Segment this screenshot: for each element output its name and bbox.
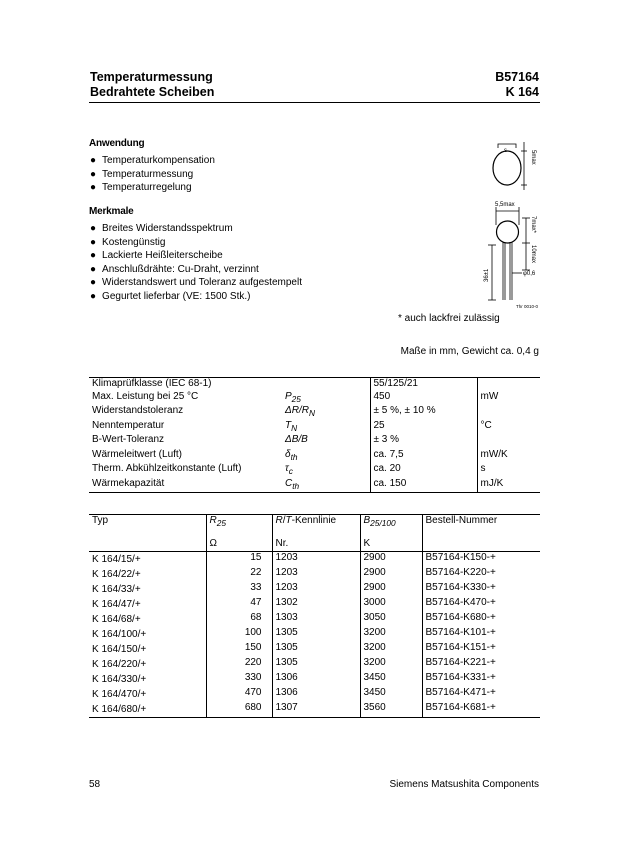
cell-rt: 1305 (272, 642, 360, 657)
spec-label: B-Wert-Toleranz (92, 434, 165, 445)
cell-typ: K 164/680/+ (92, 703, 147, 715)
disc-front-view (497, 221, 519, 243)
table-unit-row (89, 530, 540, 552)
cell-b: 3200 (360, 642, 422, 657)
dim-diameter-label: φ0,6 (523, 271, 536, 277)
dim-5max-label: 5max (530, 150, 536, 165)
spec-value: 450 (370, 391, 477, 406)
dim-7max-label: 7max* (530, 216, 536, 234)
cell-r25: 100 (206, 627, 272, 642)
table-row (89, 657, 540, 672)
table-row (89, 391, 540, 406)
part-number: B57164 (495, 70, 539, 84)
cell-typ: K 164/22/+ (92, 568, 141, 580)
cell-rt: 1306 (272, 687, 360, 702)
spec-symbol: $P_{25}$ (285, 390, 301, 404)
dimensions-note: Maße in mm, Gewicht ca. 0,4 g (400, 346, 539, 357)
cell-rt: 1302 (272, 597, 360, 612)
table-row (89, 478, 540, 493)
spec-value: 55/125/21 (370, 378, 477, 391)
spec-unit (477, 378, 540, 391)
unit-rt: Nr. (272, 530, 360, 552)
cell-typ: K 164/220/+ (92, 658, 147, 670)
lackfrei-note: * auch lackfrei zulässig (398, 313, 500, 324)
cell-rt: 1306 (272, 672, 360, 687)
cell-order: B57164-K681-+ (422, 702, 540, 718)
spec-unit (477, 434, 540, 449)
spec-value: ca. 150 (370, 478, 477, 493)
list-item: ● Gegurtet lieferbar (VE: 1500 Stk.) (89, 290, 302, 304)
cell-order: B57164-K470-+ (422, 597, 540, 612)
table-row (89, 463, 540, 478)
cell-r25: 150 (206, 642, 272, 657)
cell-b: 2900 (360, 582, 422, 597)
cell-rt: 1305 (272, 657, 360, 672)
merkmale-heading: Merkmale (89, 206, 134, 217)
table-row (89, 449, 540, 464)
cell-b: 2900 (360, 567, 422, 582)
table-row (89, 567, 540, 582)
cell-order: B57164-K101-+ (422, 627, 540, 642)
col-header-typ: Typ (92, 515, 109, 526)
cell-order: B57164-K221-+ (422, 657, 540, 672)
list-item: ● Temperaturkompensation (89, 154, 215, 168)
col-header-rt: R/T-Kennlinie (272, 515, 360, 530)
anwendung-list (89, 154, 215, 195)
cell-b: 3200 (360, 627, 422, 642)
unit-b: K (360, 530, 422, 552)
spec-value: ca. 7,5 (370, 449, 477, 464)
drawing-number: Thr 0010-0 (516, 304, 539, 309)
spec-symbol: ΔB/B (285, 434, 308, 445)
spec-value: ± 3 % (370, 434, 477, 449)
cell-order: B57164-K151-+ (422, 642, 540, 657)
spec-label: Wärmeleitwert (Luft) (92, 448, 183, 460)
cell-typ: K 164/470/+ (92, 688, 147, 700)
cell-order: B57164-K220-+ (422, 567, 540, 582)
cell-b: 2900 (360, 551, 422, 567)
page-number: 58 (89, 779, 101, 790)
table-row (89, 627, 540, 642)
company-name: Siemens Matsushita Components (389, 779, 539, 790)
dim-10max-label: 10max (530, 245, 536, 264)
spec-symbol (282, 378, 370, 391)
anwendung-heading: Anwendung (89, 138, 145, 149)
list-item: ● Kostengünstig (89, 236, 302, 250)
spec-unit: s (477, 463, 540, 478)
list-item: ● Temperaturregelung (89, 181, 215, 195)
table-row (89, 702, 540, 718)
table-row (89, 420, 540, 435)
table-row (89, 597, 540, 612)
spec-unit: mW (477, 391, 540, 406)
col-header-r25: $R_{25}$ (206, 515, 272, 530)
spec-unit: °C (477, 420, 540, 435)
cell-rt: 1203 (272, 582, 360, 597)
unit-cell-empty (422, 530, 540, 552)
cell-b: 3560 (360, 702, 422, 718)
cell-typ: K 164/47/+ (92, 598, 141, 610)
cell-order: B57164-K331-+ (422, 672, 540, 687)
spec-unit: mJ/K (477, 478, 540, 493)
part-code (495, 70, 539, 100)
spec-symbol: $\delta_{th}$ (285, 448, 298, 462)
title-line-1: Temperaturmessung (90, 70, 213, 84)
dim-s-label: s (504, 148, 507, 154)
list-item: ● Temperaturmessung (89, 168, 215, 182)
table-row (89, 551, 540, 567)
cell-order: B57164-K330-+ (422, 582, 540, 597)
cell-order: B57164-K150-+ (422, 551, 540, 567)
spec-label: Widerstandstoleranz (92, 405, 184, 416)
list-item: ● Lackierte Heißleiterscheibe (89, 249, 302, 263)
list-item: ● Widerstandswert und Toleranz aufgestempelt (89, 276, 302, 290)
cell-b: 3050 (360, 612, 422, 627)
spec-symbol: $\tau_c$ (285, 463, 293, 476)
dim-55max-label: 5,5max (495, 202, 515, 208)
series-code: K 164 (505, 85, 539, 99)
cell-typ: K 164/330/+ (92, 673, 147, 685)
spec-label: Wärmekapazität (92, 477, 165, 489)
spec-unit: mW/K (477, 449, 540, 464)
cell-r25: 470 (206, 687, 272, 702)
cell-rt: 1203 (272, 567, 360, 582)
spec-symbol: $T_N$ (285, 419, 298, 433)
table-row (89, 612, 540, 627)
spec-value: ca. 20 (370, 463, 477, 478)
table-row (89, 405, 540, 420)
dimension-drawing (470, 130, 550, 315)
list-item: ● Breites Widerstandsspektrum (89, 222, 302, 236)
cell-b: 3200 (360, 657, 422, 672)
cell-b: 3450 (360, 672, 422, 687)
cell-typ: K 164/68/+ (92, 613, 141, 625)
dim-36-label: 36±1 (484, 268, 490, 282)
cell-r25: 68 (206, 612, 272, 627)
cell-rt: 1305 (272, 627, 360, 642)
header-rule (89, 102, 540, 103)
table-header-row (89, 515, 540, 530)
spec-label: Klimaprüfklasse (IEC 68-1) (92, 378, 212, 389)
merkmale-list (89, 222, 302, 304)
thickness-bracket (498, 144, 516, 148)
cell-rt: 1307 (272, 702, 360, 718)
list-item: ● Anschlußdrähte: Cu-Draht, verzinnt (89, 263, 302, 277)
cell-typ: K 164/100/+ (92, 628, 147, 640)
disc-side-view (493, 151, 521, 185)
table-row (89, 672, 540, 687)
cell-r25: 15 (206, 551, 272, 567)
col-header-b: $B_{25/100}$ (360, 515, 422, 530)
table-row (89, 642, 540, 657)
document-title (90, 70, 214, 100)
cell-typ: K 164/15/+ (92, 553, 141, 565)
cell-r25: 22 (206, 567, 272, 582)
unit-r25: Ω (206, 530, 272, 552)
spec-value: ± 5 %, ± 10 % (370, 405, 477, 420)
spec-symbol: $\Delta R/R_N$ (285, 405, 315, 418)
cell-r25: 47 (206, 597, 272, 612)
table-row (89, 582, 540, 597)
spec-label: Max. Leistung bei 25 °C (92, 390, 199, 402)
cell-r25: 33 (206, 582, 272, 597)
specs-table (89, 377, 540, 493)
table-row (89, 434, 540, 449)
cell-order: B57164-K471-+ (422, 687, 540, 702)
cell-order: B57164-K680-+ (422, 612, 540, 627)
cell-r25: 220 (206, 657, 272, 672)
spec-label: Therm. Abkühlzeitkonstante (Luft) (92, 463, 242, 474)
col-header-order: Bestell-Nummer (422, 515, 540, 530)
cell-r25: 330 (206, 672, 272, 687)
cell-b: 3450 (360, 687, 422, 702)
table-row (89, 378, 540, 391)
types-table (89, 514, 540, 718)
table-row (89, 687, 540, 702)
cell-typ: K 164/33/+ (92, 583, 141, 595)
cell-rt: 1203 (272, 551, 360, 567)
spec-symbol: $C_{th}$ (285, 477, 300, 491)
spec-unit (477, 405, 540, 420)
cell-typ: K 164/150/+ (92, 643, 147, 655)
cell-rt: 1303 (272, 612, 360, 627)
cell-r25: 680 (206, 702, 272, 718)
title-line-2: Bedrahtete Scheiben (90, 85, 215, 99)
cell-b: 3000 (360, 597, 422, 612)
spec-value: 25 (370, 420, 477, 435)
spec-label: Nenntemperatur (92, 419, 165, 431)
unit-cell-empty (89, 530, 206, 552)
